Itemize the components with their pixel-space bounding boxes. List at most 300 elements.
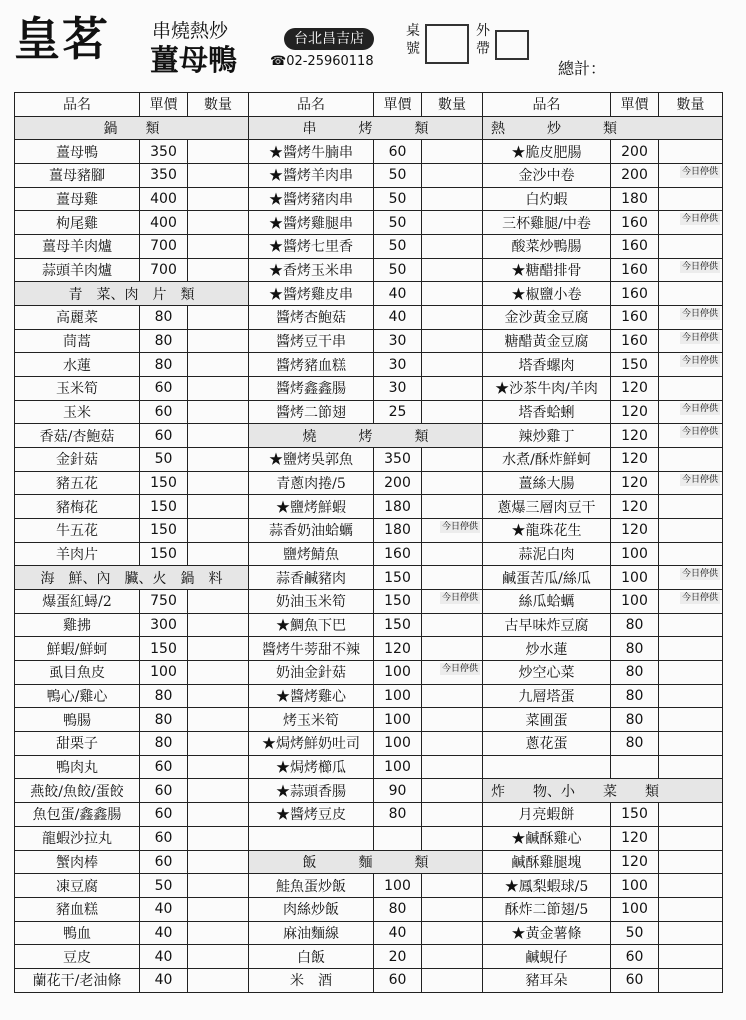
- quantity-cell[interactable]: [422, 353, 483, 377]
- table-row: [15, 755, 723, 779]
- item-price: 80: [611, 684, 659, 708]
- item-name: 白灼蝦: [483, 187, 611, 211]
- quantity-cell[interactable]: [188, 590, 249, 614]
- item-name: ★醬烤豆皮: [249, 803, 374, 827]
- quantity-cell[interactable]: [188, 779, 249, 803]
- quantity-cell[interactable]: [659, 448, 723, 472]
- item-price: 160: [611, 235, 659, 259]
- item-name: 鴨腸: [15, 708, 140, 732]
- quantity-cell[interactable]: [422, 164, 483, 188]
- item-price: 100: [374, 755, 422, 779]
- quantity-cell[interactable]: [188, 258, 249, 282]
- item-price: 120: [611, 471, 659, 495]
- quantity-cell[interactable]: [422, 140, 483, 164]
- item-price: 60: [611, 968, 659, 992]
- branch-name: 台北昌吉店: [284, 28, 374, 50]
- quantity-cell[interactable]: [659, 897, 723, 921]
- item-name: 塔香蛤蜊: [483, 400, 611, 424]
- quantity-cell[interactable]: [422, 945, 483, 969]
- brand-dish: 薑母鴨: [150, 43, 238, 77]
- quantity-cell[interactable]: [659, 732, 723, 756]
- quantity-cell[interactable]: [659, 424, 723, 448]
- item-name: 醬烤豬血糕: [249, 353, 374, 377]
- item-price: 160: [611, 329, 659, 353]
- quantity-cell[interactable]: [422, 826, 483, 850]
- item-price: 100: [611, 566, 659, 590]
- item-name: ★蒜頭香腸: [249, 779, 374, 803]
- item-name: 鹹蜆仔: [483, 945, 611, 969]
- quantity-cell[interactable]: [422, 590, 483, 614]
- item-price: 40: [374, 306, 422, 330]
- item-price: 80: [140, 732, 188, 756]
- table-row: [15, 424, 723, 448]
- item-name: 水煮/酥炸鮮蚵: [483, 448, 611, 472]
- table-row: [15, 590, 723, 614]
- takeout-box[interactable]: [495, 30, 529, 60]
- quantity-cell[interactable]: [188, 613, 249, 637]
- takeout-label: 外帶: [476, 23, 490, 57]
- quantity-cell[interactable]: [188, 187, 249, 211]
- item-name: 白飯: [249, 945, 374, 969]
- item-price: 120: [611, 424, 659, 448]
- table-row: [15, 850, 723, 874]
- item-name: 薑母鴨: [15, 140, 140, 164]
- item-name: 魚包蛋/鑫鑫腸: [15, 803, 140, 827]
- item-name: ★醬烤豬肉串: [249, 187, 374, 211]
- quantity-cell[interactable]: [188, 897, 249, 921]
- item-name: 豬血糕: [15, 897, 140, 921]
- item-price: 60: [140, 377, 188, 401]
- item-price: [611, 755, 659, 779]
- item-name: 鹽烤鯖魚: [249, 542, 374, 566]
- item-price: 350: [140, 140, 188, 164]
- item-price: 50: [374, 258, 422, 282]
- quantity-cell[interactable]: [659, 590, 723, 614]
- quantity-cell[interactable]: [422, 495, 483, 519]
- item-price: 160: [611, 211, 659, 235]
- item-price: 150: [140, 471, 188, 495]
- quantity-cell[interactable]: [188, 235, 249, 259]
- quantity-cell[interactable]: [422, 921, 483, 945]
- section-header: 熱 炒 類: [483, 116, 723, 140]
- item-name: 塔香螺肉: [483, 353, 611, 377]
- item-name: 糖醋黃金豆腐: [483, 329, 611, 353]
- item-name: ★醬烤雞皮串: [249, 282, 374, 306]
- table-row: [15, 566, 723, 590]
- item-price: 150: [611, 353, 659, 377]
- item-name: 水蓮: [15, 353, 140, 377]
- item-name: 酥炸二節翅/5: [483, 897, 611, 921]
- table-row: [15, 353, 723, 377]
- item-name: 三杯雞腿/中卷: [483, 211, 611, 235]
- item-price: 120: [611, 377, 659, 401]
- quantity-cell[interactable]: [188, 164, 249, 188]
- quantity-cell[interactable]: [659, 377, 723, 401]
- item-name: 青蔥肉捲/5: [249, 471, 374, 495]
- item-name: ★沙茶牛肉/羊肉: [483, 377, 611, 401]
- quantity-cell[interactable]: [659, 613, 723, 637]
- item-name: 醬烤鑫鑫腸: [249, 377, 374, 401]
- quantity-cell[interactable]: [659, 637, 723, 661]
- quantity-cell[interactable]: [659, 542, 723, 566]
- item-price: 150: [140, 519, 188, 543]
- quantity-cell[interactable]: [188, 448, 249, 472]
- table-row: [15, 306, 723, 330]
- item-name: 米 酒: [249, 968, 374, 992]
- quantity-cell[interactable]: [422, 471, 483, 495]
- quantity-cell[interactable]: [659, 708, 723, 732]
- quantity-cell[interactable]: [188, 874, 249, 898]
- sold-out-note: 今日停供: [681, 167, 718, 178]
- quantity-cell[interactable]: [422, 235, 483, 259]
- item-price: 300: [140, 613, 188, 637]
- item-name: ★龍珠花生: [483, 519, 611, 543]
- quantity-cell[interactable]: [659, 400, 723, 424]
- item-price: 160: [611, 306, 659, 330]
- item-price: 80: [140, 306, 188, 330]
- quantity-cell[interactable]: [188, 542, 249, 566]
- item-name: ★鹽烤鮮蝦: [249, 495, 374, 519]
- sold-out-note: 今日停供: [681, 309, 718, 320]
- item-price: 100: [374, 732, 422, 756]
- quantity-cell[interactable]: [188, 803, 249, 827]
- quantity-cell[interactable]: [422, 684, 483, 708]
- quantity-cell[interactable]: [188, 661, 249, 685]
- item-name: ★脆皮肥腸: [483, 140, 611, 164]
- item-name: 蘭花干/老油條: [15, 968, 140, 992]
- item-price: 40: [374, 921, 422, 945]
- quantity-cell[interactable]: [659, 850, 723, 874]
- item-name: ★黃金薯條: [483, 921, 611, 945]
- item-name: 羊肉片: [15, 542, 140, 566]
- item-name: ★糖醋排骨: [483, 258, 611, 282]
- table-row: [15, 377, 723, 401]
- quantity-cell[interactable]: [422, 329, 483, 353]
- item-price: 160: [374, 542, 422, 566]
- item-name: 豬耳朵: [483, 968, 611, 992]
- item-name: 鴨血: [15, 921, 140, 945]
- item-price: 25: [374, 400, 422, 424]
- item-price: 700: [140, 235, 188, 259]
- table-row: [15, 542, 723, 566]
- quantity-cell[interactable]: [422, 779, 483, 803]
- item-name: 酸菜炒鴨腸: [483, 235, 611, 259]
- quantity-cell[interactable]: [659, 211, 723, 235]
- item-name: 月亮蝦餅: [483, 803, 611, 827]
- item-price: 80: [140, 353, 188, 377]
- item-name: ★焗烤櫛瓜: [249, 755, 374, 779]
- quantity-cell[interactable]: [422, 566, 483, 590]
- section-header: 青 菜、肉 片 類: [15, 282, 249, 306]
- item-price: 80: [140, 684, 188, 708]
- brand-tagline: 串燒熱炒: [152, 20, 229, 42]
- quantity-cell[interactable]: [188, 968, 249, 992]
- sold-out-note: 今日停供: [681, 214, 718, 225]
- quantity-cell[interactable]: [188, 755, 249, 779]
- item-price: 160: [611, 282, 659, 306]
- item-price: 80: [140, 329, 188, 353]
- item-name: ★鳳梨蝦球/5: [483, 874, 611, 898]
- quantity-cell[interactable]: [659, 921, 723, 945]
- quantity-cell[interactable]: [659, 282, 723, 306]
- header-price: 單價: [374, 93, 422, 117]
- brand-logo: 皇茗: [14, 12, 110, 66]
- item-name: 炒空心菜: [483, 661, 611, 685]
- table-row: [15, 779, 723, 803]
- item-price: 60: [140, 424, 188, 448]
- quantity-cell[interactable]: [659, 803, 723, 827]
- quantity-cell[interactable]: [422, 803, 483, 827]
- item-name: 虱目魚皮: [15, 661, 140, 685]
- quantity-cell[interactable]: [188, 708, 249, 732]
- header-price: 單價: [611, 93, 659, 117]
- item-name: 醬烤豆干串: [249, 329, 374, 353]
- quantity-cell[interactable]: [659, 329, 723, 353]
- quantity-cell[interactable]: [188, 684, 249, 708]
- item-price: 120: [611, 448, 659, 472]
- item-name: 薑母羊肉爐: [15, 235, 140, 259]
- item-price: 90: [374, 779, 422, 803]
- item-price: 30: [374, 377, 422, 401]
- item-name: 奶油玉米筍: [249, 590, 374, 614]
- item-name: 金針菇: [15, 448, 140, 472]
- table-row: [15, 661, 723, 685]
- quantity-cell[interactable]: [188, 400, 249, 424]
- quantity-cell[interactable]: [422, 708, 483, 732]
- item-name: 麻油麵線: [249, 921, 374, 945]
- quantity-cell[interactable]: [422, 400, 483, 424]
- item-name: 蒜泥白肉: [483, 542, 611, 566]
- item-name: ★醬烤牛腩串: [249, 140, 374, 164]
- quantity-cell[interactable]: [422, 732, 483, 756]
- item-price: 80: [611, 613, 659, 637]
- quantity-cell[interactable]: [188, 377, 249, 401]
- table-row: [15, 211, 723, 235]
- item-name: ★醬烤七里香: [249, 235, 374, 259]
- quantity-cell[interactable]: [188, 519, 249, 543]
- item-price: 50: [611, 921, 659, 945]
- item-name: 金沙黃金豆腐: [483, 306, 611, 330]
- quantity-cell[interactable]: [659, 755, 723, 779]
- sold-out-note: 今日停供: [441, 522, 478, 533]
- item-price: 400: [140, 187, 188, 211]
- item-price: 80: [611, 708, 659, 732]
- quantity-cell[interactable]: [659, 519, 723, 543]
- quantity-cell[interactable]: [422, 187, 483, 211]
- quantity-cell[interactable]: [188, 140, 249, 164]
- item-price: 80: [140, 708, 188, 732]
- table-row: [15, 803, 723, 827]
- quantity-cell[interactable]: [188, 211, 249, 235]
- table-row: [15, 471, 723, 495]
- section-header: 串 烤 類: [249, 116, 483, 140]
- item-price: 50: [140, 874, 188, 898]
- item-price: 50: [140, 448, 188, 472]
- quantity-cell[interactable]: [188, 732, 249, 756]
- sold-out-note: 今日停供: [441, 593, 478, 604]
- order-form-table: [14, 92, 723, 993]
- item-price: 60: [140, 779, 188, 803]
- quantity-cell[interactable]: [659, 945, 723, 969]
- quantity-cell[interactable]: [659, 140, 723, 164]
- quantity-cell[interactable]: [188, 495, 249, 519]
- item-price: 100: [374, 661, 422, 685]
- quantity-cell[interactable]: [659, 187, 723, 211]
- item-price: 100: [611, 897, 659, 921]
- sold-out-note: 今日停供: [681, 261, 718, 272]
- quantity-cell[interactable]: [422, 519, 483, 543]
- item-name: 鮮蝦/鮮蚵: [15, 637, 140, 661]
- item-name: ★鯛魚下巴: [249, 613, 374, 637]
- quantity-cell[interactable]: [188, 471, 249, 495]
- table-row: [15, 116, 723, 140]
- quantity-cell[interactable]: [188, 850, 249, 874]
- item-price: 80: [611, 661, 659, 685]
- section-header: 飯 麵 類: [249, 850, 483, 874]
- item-price: 20: [374, 945, 422, 969]
- table-row: [15, 187, 723, 211]
- sold-out-note: 今日停供: [681, 332, 718, 343]
- header-qty: 數量: [422, 93, 483, 117]
- table-row: [15, 826, 723, 850]
- item-name: 蒜香鹹豬肉: [249, 566, 374, 590]
- item-price: 350: [140, 164, 188, 188]
- item-name: ★香烤玉米串: [249, 258, 374, 282]
- quantity-cell[interactable]: [659, 684, 723, 708]
- quantity-cell[interactable]: [659, 826, 723, 850]
- quantity-cell[interactable]: [188, 306, 249, 330]
- item-name: 蔥花蛋: [483, 732, 611, 756]
- item-name: 枸尾雞: [15, 211, 140, 235]
- table-row: [15, 897, 723, 921]
- quantity-cell[interactable]: [659, 968, 723, 992]
- quantity-cell[interactable]: [188, 637, 249, 661]
- item-price: 150: [140, 542, 188, 566]
- item-name: 薑母豬腳: [15, 164, 140, 188]
- quantity-cell[interactable]: [422, 968, 483, 992]
- header-name: 品名: [249, 93, 374, 117]
- quantity-cell[interactable]: [422, 211, 483, 235]
- item-price: 60: [140, 826, 188, 850]
- item-name: 龍蝦沙拉丸: [15, 826, 140, 850]
- quantity-cell[interactable]: [422, 897, 483, 921]
- quantity-cell[interactable]: [188, 424, 249, 448]
- item-price: [374, 826, 422, 850]
- item-name: 爆蛋紅蟳/2: [15, 590, 140, 614]
- quantity-cell[interactable]: [659, 353, 723, 377]
- item-price: 40: [140, 968, 188, 992]
- quantity-cell[interactable]: [422, 613, 483, 637]
- quantity-cell[interactable]: [188, 826, 249, 850]
- quantity-cell[interactable]: [659, 235, 723, 259]
- quantity-cell[interactable]: [659, 874, 723, 898]
- item-price: 150: [374, 613, 422, 637]
- table-row: [15, 140, 723, 164]
- item-name: 豆皮: [15, 945, 140, 969]
- item-name: ★鹽烤吳郭魚: [249, 448, 374, 472]
- sold-out-note: 今日停供: [681, 403, 718, 414]
- quantity-cell[interactable]: [659, 258, 723, 282]
- item-name: ★鹹酥雞心: [483, 826, 611, 850]
- item-name: 蔥爆三層肉豆干: [483, 495, 611, 519]
- quantity-cell[interactable]: [422, 306, 483, 330]
- quantity-cell[interactable]: [422, 661, 483, 685]
- item-price: 400: [140, 211, 188, 235]
- quantity-cell[interactable]: [188, 921, 249, 945]
- item-price: 180: [374, 495, 422, 519]
- item-price: 60: [140, 803, 188, 827]
- table-number-box[interactable]: [425, 24, 469, 64]
- item-price: 50: [374, 235, 422, 259]
- item-name: 豬五花: [15, 471, 140, 495]
- sold-out-note: 今日停供: [681, 569, 718, 580]
- table-row: [15, 164, 723, 188]
- item-name: 香菇/杏鮑菇: [15, 424, 140, 448]
- quantity-cell[interactable]: [188, 353, 249, 377]
- quantity-cell[interactable]: [659, 495, 723, 519]
- quantity-cell[interactable]: [659, 566, 723, 590]
- quantity-cell[interactable]: [188, 945, 249, 969]
- section-header: 鍋 類: [15, 116, 249, 140]
- quantity-cell[interactable]: [422, 542, 483, 566]
- table-row: [15, 400, 723, 424]
- quantity-cell[interactable]: [422, 377, 483, 401]
- section-header: 燒 烤 類: [249, 424, 483, 448]
- quantity-cell[interactable]: [659, 471, 723, 495]
- item-name: [483, 755, 611, 779]
- item-price: 40: [140, 921, 188, 945]
- item-price: 100: [374, 874, 422, 898]
- header-price: 單價: [140, 93, 188, 117]
- table-row: [15, 613, 723, 637]
- table-row: [15, 448, 723, 472]
- item-name: 蟹肉棒: [15, 850, 140, 874]
- quantity-cell[interactable]: [422, 874, 483, 898]
- sold-out-note: 今日停供: [681, 474, 718, 485]
- item-price: 80: [374, 897, 422, 921]
- header-name: 品名: [15, 93, 140, 117]
- menu-header: [0, 0, 746, 90]
- item-name: 辣炒雞丁: [483, 424, 611, 448]
- item-name: 豬梅花: [15, 495, 140, 519]
- item-price: 200: [611, 140, 659, 164]
- quantity-cell[interactable]: [422, 282, 483, 306]
- quantity-cell[interactable]: [422, 258, 483, 282]
- sold-out-note: 今日停供: [681, 427, 718, 438]
- item-name: 鹹蛋苦瓜/絲瓜: [483, 566, 611, 590]
- item-price: 150: [374, 566, 422, 590]
- quantity-cell[interactable]: [659, 164, 723, 188]
- quantity-cell[interactable]: [422, 637, 483, 661]
- item-price: 150: [140, 637, 188, 661]
- item-name: 肉絲炒飯: [249, 897, 374, 921]
- table-number-label: 桌號: [406, 23, 420, 57]
- table-row: [15, 968, 723, 992]
- quantity-cell[interactable]: [188, 329, 249, 353]
- table-row: [15, 282, 723, 306]
- quantity-cell[interactable]: [659, 306, 723, 330]
- item-name: 牛五花: [15, 519, 140, 543]
- item-price: 120: [611, 850, 659, 874]
- item-name: ★醬烤雞心: [249, 684, 374, 708]
- quantity-cell[interactable]: [422, 448, 483, 472]
- item-price: 50: [374, 164, 422, 188]
- table-row: [15, 258, 723, 282]
- quantity-cell[interactable]: [422, 755, 483, 779]
- item-price: 700: [140, 258, 188, 282]
- quantity-cell[interactable]: [659, 661, 723, 685]
- item-price: 350: [374, 448, 422, 472]
